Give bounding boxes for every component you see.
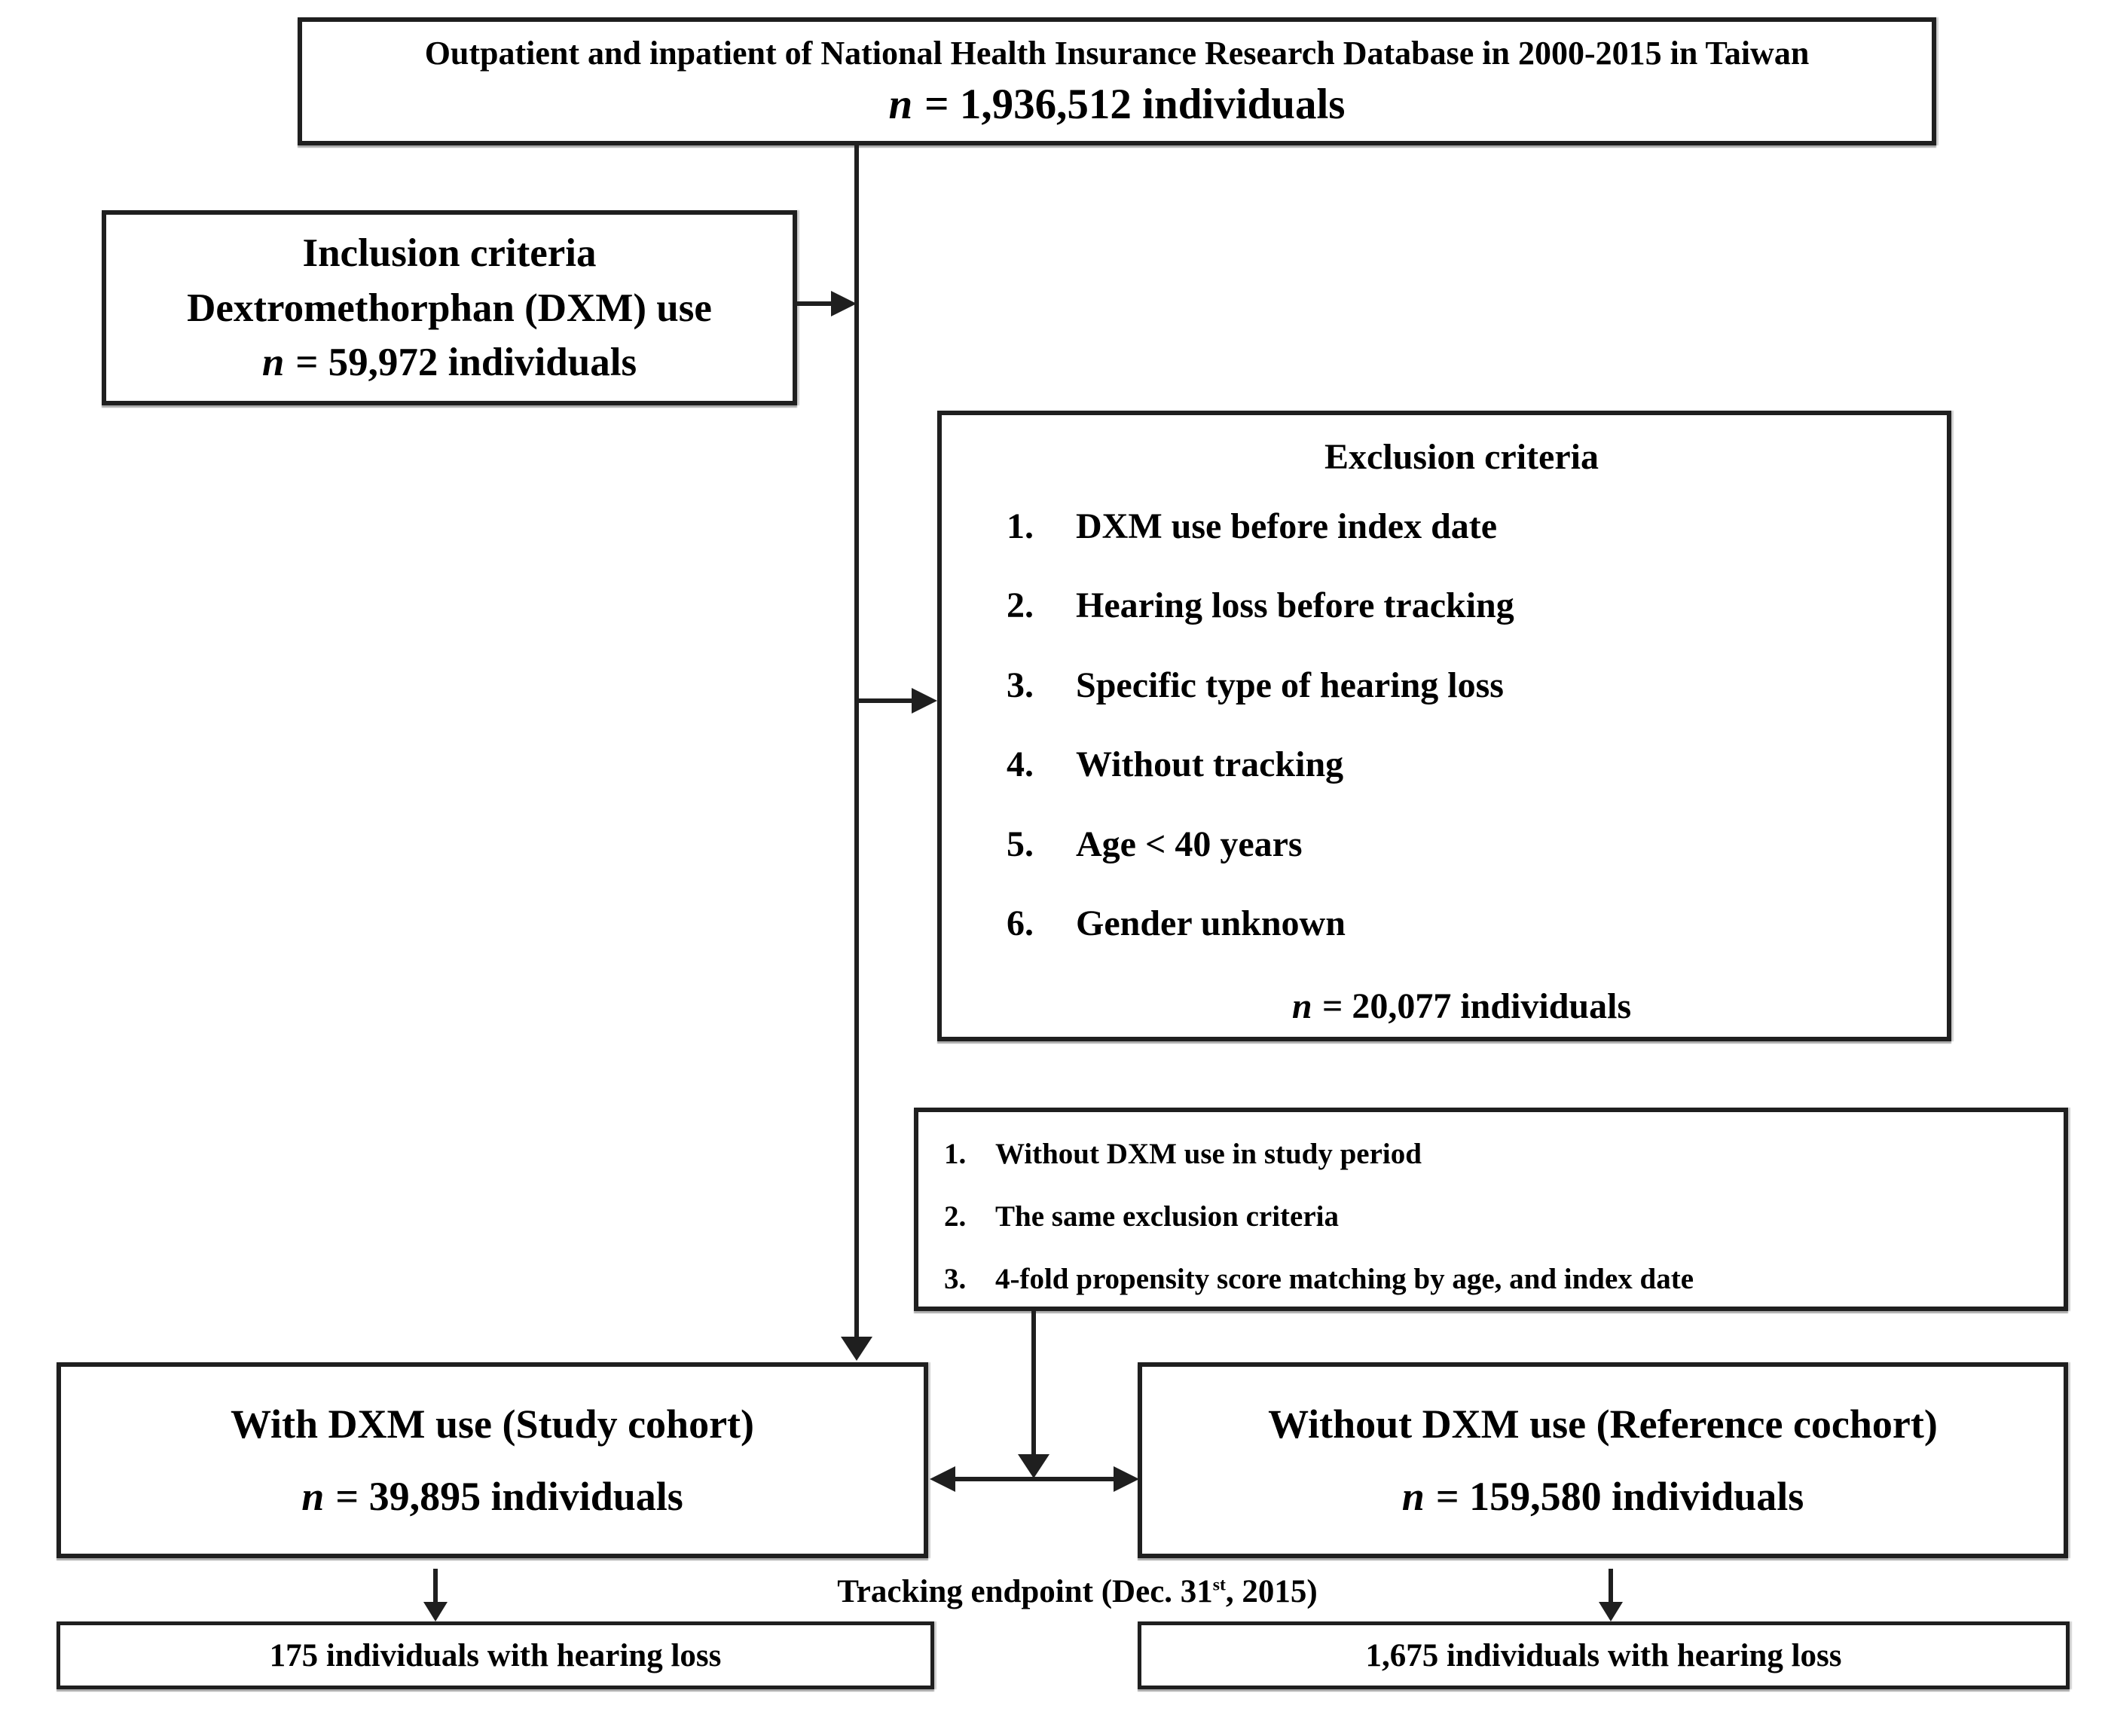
exclusion-criteria-count: n = 20,077 individuals bbox=[1291, 986, 1632, 1027]
exclusion-item-2: 2. Hearing loss before tracking bbox=[1007, 585, 1514, 626]
arrow-source-to-study-head bbox=[841, 1337, 872, 1361]
inclusion-criteria-count: n = 59,972 individuals bbox=[261, 341, 637, 385]
arrow-inclusion-line bbox=[797, 301, 833, 306]
matching-item-1: 1. Without DXM use in study period bbox=[944, 1138, 1422, 1170]
reference-outcome-box bbox=[1138, 1621, 2070, 1689]
arrow-cohort-link-line bbox=[951, 1477, 1117, 1481]
arrow-matching-head bbox=[1018, 1454, 1049, 1478]
source-population-count: n = 1,936,512 individuals bbox=[888, 81, 1346, 128]
arrow-study-outcome-line bbox=[433, 1569, 438, 1603]
matching-criteria-box bbox=[914, 1108, 2068, 1311]
matching-item-3: 3. 4-fold propensity score matching by age, and index date bbox=[944, 1262, 1694, 1295]
source-population-title: Outpatient and inpatient of National Health Insurance Research Database in 2000-2015 in Taiwan bbox=[424, 35, 1810, 72]
reference-cohort-box bbox=[1138, 1362, 2068, 1558]
exclusion-criteria-title: Exclusion criteria bbox=[1324, 437, 1599, 477]
study-cohort-count: n = 39,895 individuals bbox=[301, 1474, 683, 1520]
exclusion-criteria-box bbox=[937, 411, 1951, 1041]
inclusion-criteria-drug: Dextromethorphan (DXM) use bbox=[187, 286, 712, 330]
reference-outcome-text: 1,675 individuals with hearing loss bbox=[1365, 1637, 1842, 1673]
exclusion-item-5: 5. Age < 40 years bbox=[1007, 824, 1303, 864]
reference-cohort-count: n = 159,580 individuals bbox=[1401, 1474, 1804, 1520]
exclusion-item-6: 6. Gender unknown bbox=[1007, 903, 1346, 943]
matching-item-2: 2. The same exclusion criteria bbox=[944, 1200, 1339, 1233]
arrow-reference-outcome-head bbox=[1599, 1602, 1623, 1621]
arrow-reference-outcome-line bbox=[1609, 1569, 1613, 1603]
inclusion-criteria-title: Inclusion criteria bbox=[302, 231, 597, 275]
arrow-matching-line bbox=[1031, 1311, 1036, 1456]
source-population-box bbox=[298, 17, 1936, 145]
arrow-source-to-study-line bbox=[854, 145, 859, 1340]
study-outcome-text: 175 individuals with hearing loss bbox=[269, 1637, 722, 1673]
arrow-exclusion-head bbox=[912, 688, 937, 714]
arrow-study-outcome-head bbox=[423, 1602, 448, 1621]
exclusion-item-3: 3. Specific type of hearing loss bbox=[1007, 665, 1504, 705]
reference-cohort-title: Without DXM use (Reference cochort) bbox=[1268, 1401, 1938, 1447]
inclusion-criteria-box bbox=[102, 210, 797, 405]
arrow-cohort-link-left-head bbox=[930, 1466, 955, 1492]
exclusion-item-1: 1. DXM use before index date bbox=[1007, 506, 1498, 546]
study-cohort-box bbox=[57, 1362, 928, 1558]
study-cohort-title: With DXM use (Study cohort) bbox=[230, 1401, 754, 1447]
study-outcome-box bbox=[57, 1621, 934, 1689]
exclusion-item-4: 4. Without tracking bbox=[1007, 744, 1344, 785]
arrow-cohort-link-right-head bbox=[1114, 1466, 1139, 1492]
arrow-exclusion-line bbox=[859, 698, 913, 703]
tracking-endpoint-label: Tracking endpoint (Dec. 31st, 2015) bbox=[837, 1574, 1318, 1609]
arrow-inclusion-head bbox=[831, 291, 857, 316]
